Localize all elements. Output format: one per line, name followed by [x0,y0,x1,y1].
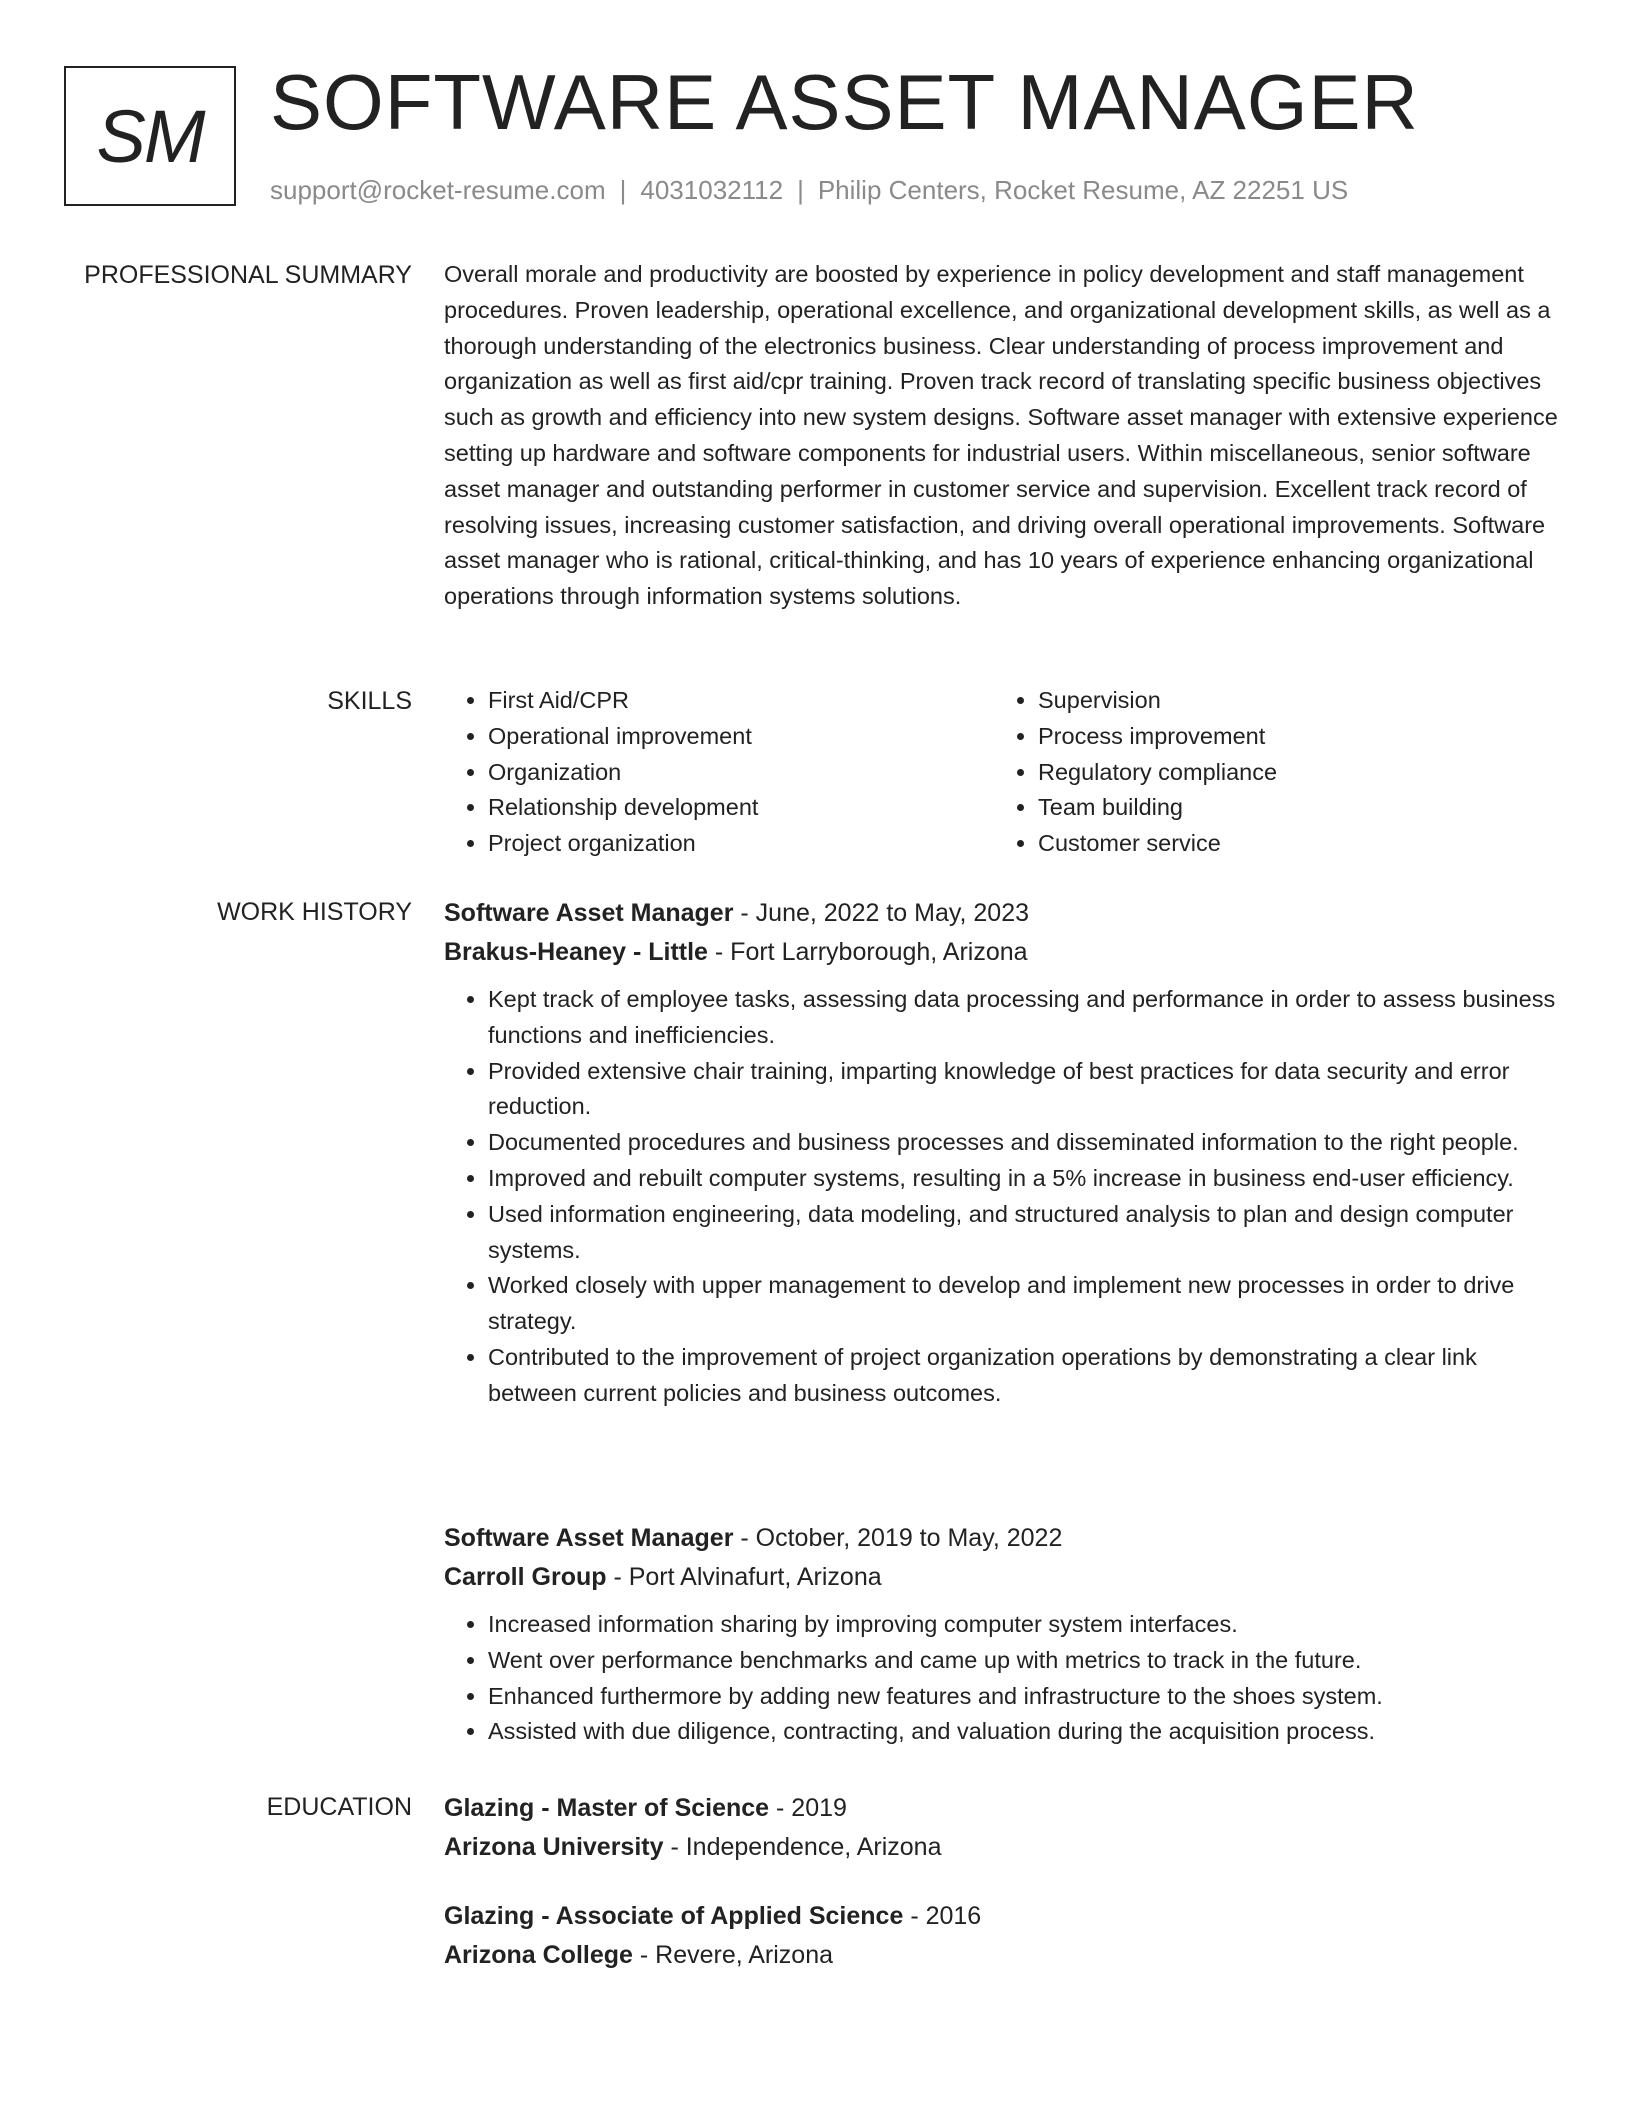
contact-email: support@rocket-resume.com [270,175,606,205]
contact-phone: 4031032112 [640,175,784,205]
job-bullet: • Assisted with due diligence, contracting, and valuation during the acquisition process. [488,1714,1564,1750]
job-entry [444,894,1564,1412]
skill-item: • Supervision [1038,683,1538,719]
job-bullet: • Used information engineering, data modeling, and structured analysis to plan and design computer systems. [488,1197,1564,1269]
school-location: - Independence, Arizona [663,1833,942,1861]
skill-item: • Relationship development [488,790,988,826]
school-line [444,1935,1564,1975]
degree-year: - 2016 [903,1902,982,1930]
job-location: - Fort Larryborough, Arizona [707,938,1028,966]
skills-list-left [444,683,988,862]
degree-line [444,1897,1564,1935]
education-entry [444,1897,1564,1975]
skill-item: • Process improvement [1038,719,1538,755]
degree: Glazing - Master of Science [444,1794,770,1822]
degree-year: - 2019 [769,1794,847,1822]
job-bullet: • Enhanced furthermore by adding new features and infrastructure to the shoes system. [488,1679,1564,1715]
job-dates: - October, 2019 to May, 2022 [733,1524,1063,1552]
job-title-line [444,894,1564,932]
skill-item: • Customer service [1038,826,1538,862]
skills-list-right [988,683,1538,862]
job-company-line [444,932,1564,972]
skill-item: • First Aid/CPR [488,683,988,719]
degree: Glazing - Associate of Applied Science [444,1902,904,1930]
skill-item: • Team building [1038,790,1538,826]
job-title: Software Asset Manager [444,1524,734,1552]
job-bullet: • Provided extensive chair training, imparting knowledge of best practices for data security and error reduction. [488,1054,1564,1126]
skill-item: • Organization [488,755,988,791]
job-company: Carroll Group [444,1563,607,1591]
contact-separator: | [797,175,804,205]
job-bullet: • Worked closely with upper management to develop and implement new processes in order to drive strategy. [488,1268,1564,1340]
skills-heading: SKILLS [327,687,412,715]
education-heading: EDUCATION [266,1793,412,1821]
skill-item: • Regulatory compliance [1038,755,1538,791]
resume-name: SOFTWARE ASSET MANAGER [270,58,1419,146]
job-company: Brakus-Heaney - Little [444,938,708,966]
summary-heading: PROFESSIONAL SUMMARY [84,261,412,289]
job-title-line [444,1519,1564,1557]
job-bullet: • Increased information sharing by improving computer system interfaces. [488,1607,1564,1643]
school-line [444,1827,1564,1867]
contact-address: Philip Centers, Rocket Resume, AZ 22251 US [817,175,1349,205]
job-dates: - June, 2022 to May, 2023 [733,899,1030,927]
monogram-initials: SM [96,94,204,178]
degree-line [444,1789,1564,1827]
job-bullet: • Went over performance benchmarks and came up with metrics to track in the future. [488,1643,1564,1679]
education-entry [444,1789,1564,1867]
job-entry [444,1519,1564,1750]
job-bullets [444,1607,1564,1750]
summary-text: Overall morale and productivity are boosted by experience in policy development and staff management procedures. Proven leadership, operational excellence, and organizational development skills, as well as a thorough understanding of the electronics business. Clear understanding of process improvement and organization as well as first aid/cpr training. Proven track record of translating specific business objectives such as growth and efficiency into new system designs. Software asset manager with extensive experience setting up hardware and software components for industrial users. Within miscellaneous, senior software asset manager and outstanding performer in customer service and supervision. Excellent track record of resolving issues, increasing customer satisfaction, and driving overall operational improvements. Software asset manager who is rational, critical-thinking, and has 10 years of experience enhancing organizational operations through information systems solutions. [444,261,1558,610]
job-bullet: • Contributed to the improvement of project organization operations by demonstrating a clear link between current policies and business outcomes. [488,1340,1564,1412]
school: Arizona College [444,1941,633,1969]
job-location: - Port Alvinafurt, Arizona [606,1563,882,1591]
job-bullet: • Documented procedures and business processes and disseminated information to the right people. [488,1125,1564,1161]
school: Arizona University [444,1833,664,1861]
job-bullet: • Improved and rebuilt computer systems, resulting in a 5% increase in business end-user efficiency. [488,1161,1564,1197]
school-location: - Revere, Arizona [632,1941,834,1969]
work-history-heading: WORK HISTORY [217,898,412,926]
contact-line [270,173,1348,207]
monogram-box [64,66,236,206]
skill-item: • Operational improvement [488,719,988,755]
job-title: Software Asset Manager [444,899,734,927]
skill-item: • Project organization [488,826,988,862]
job-bullet: • Kept track of employee tasks, assessing data processing and performance in order to assess business functions and inefficiencies. [488,982,1564,1054]
job-bullets [444,982,1564,1412]
contact-separator: | [619,175,627,205]
job-company-line [444,1557,1564,1597]
